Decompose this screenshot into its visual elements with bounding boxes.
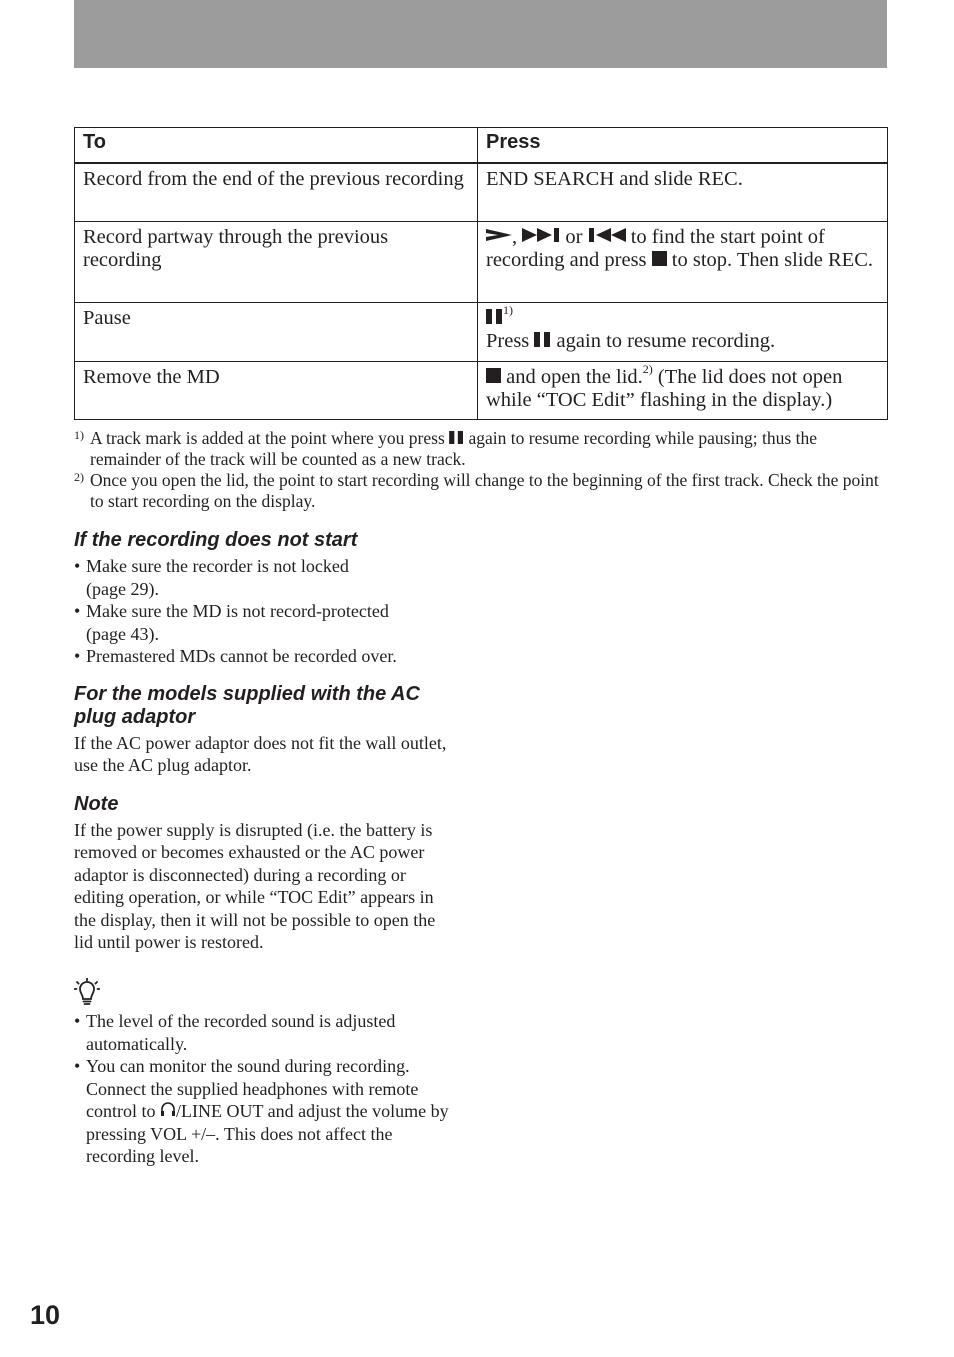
section-text: If the power supply is disrupted (i.e. the battery is removed or becomes exhausted or the AC power adaptor is disconnected) during a recording or editing operation, or while “TOC Edit” appears in the display, then it will not be possible to open the lid until power is restored.: [74, 820, 436, 953]
previous-track-icon: [588, 227, 626, 243]
table-row: [75, 163, 888, 222]
table-row: [75, 362, 888, 420]
to-cell: Record partway through the previous recording: [75, 222, 478, 303]
or-text: or: [565, 226, 583, 248]
stop-icon: [486, 368, 501, 383]
footnote-1: [74, 428, 889, 470]
footnote-text: A track mark is added at the point where you press: [90, 428, 445, 448]
to-cell: Remove the MD: [75, 362, 478, 420]
bullet-list: [74, 1010, 454, 1168]
section-note: [74, 793, 454, 953]
press-cell: [478, 303, 888, 362]
press-text: to stop. Then slide REC.: [671, 249, 873, 271]
section-heading: Note: [74, 793, 119, 815]
section-ac-adaptor: [74, 683, 454, 777]
next-track-icon: [522, 227, 560, 243]
section-text: If the AC power adaptor does not fit the wall outlet, use the AC plug adaptor.: [74, 733, 447, 776]
table-header-row: [75, 128, 888, 164]
list-item: • Make sure the MD is not record-protected (page 43).: [74, 600, 426, 645]
column-header-to: To: [75, 128, 478, 164]
tip-text: You can monitor the sound during recording. Connect the supplied headphones with remote control to: [86, 1056, 419, 1121]
list-item: • Premastered MDs cannot be recorded over.: [74, 645, 454, 668]
press-cell: END SEARCH and slide REC.: [478, 163, 888, 222]
list-item: • The level of the recorded sound is adjusted automatically.: [74, 1010, 454, 1055]
footnote-text: again to resume recording while pausing; thus the remainder of the track will be counted as a new track.: [90, 428, 817, 469]
footnote-mark: 2): [642, 362, 653, 377]
press-text: and open the lid.: [506, 366, 643, 388]
to-cell: Record from the end of the previous recording: [75, 163, 478, 222]
press-text: Press: [486, 330, 530, 352]
table-row: [75, 222, 888, 303]
footnote-text: Once you open the lid, the point to start recording will change to the beginning of the first track. Check the point to start recording on the display.: [90, 470, 879, 511]
pause-icon: [486, 309, 503, 324]
stop-icon: [652, 251, 667, 266]
section-not-start: [74, 529, 454, 668]
press-cell: [478, 362, 888, 420]
list-item: [74, 1055, 454, 1168]
comma-text: ,: [512, 226, 518, 248]
footnote-number: 1): [74, 428, 84, 442]
pause-icon: [449, 431, 464, 444]
page-number: 10: [30, 1300, 61, 1330]
headphones-icon: [160, 1101, 176, 1117]
press-cell: [478, 222, 888, 303]
footnotes: [74, 428, 889, 512]
footnote-number: 2): [74, 470, 84, 484]
press-text: (The lid does not open while “TOC Edit” flashing in the display.): [486, 366, 843, 411]
press-text: to find the start point of recording and press: [486, 226, 825, 271]
play-icon: [486, 227, 512, 243]
lightbulb-hint-icon: [74, 978, 454, 1008]
section-tips: [74, 978, 454, 1168]
pause-icon: [534, 332, 551, 347]
bullet-list: [74, 555, 454, 668]
tip-text: /LINE OUT and adjust the volume by pressing VOL +/–. This does not affect the recording level.: [86, 1101, 449, 1166]
footnote-2: [74, 470, 889, 512]
section-heading: If the recording does not start: [74, 529, 358, 551]
header-bar: [74, 0, 887, 68]
table-row: [75, 303, 888, 362]
press-text: again to resume recording.: [556, 330, 776, 352]
list-item: • Make sure the recorder is not locked (page 29).: [74, 555, 376, 600]
section-heading: For the models supplied with the AC plug adaptor: [74, 683, 420, 728]
to-cell: Pause: [75, 303, 478, 362]
column-header-press: Press: [478, 128, 888, 164]
operations-table: [74, 127, 888, 420]
footnote-mark: 1): [503, 303, 513, 318]
